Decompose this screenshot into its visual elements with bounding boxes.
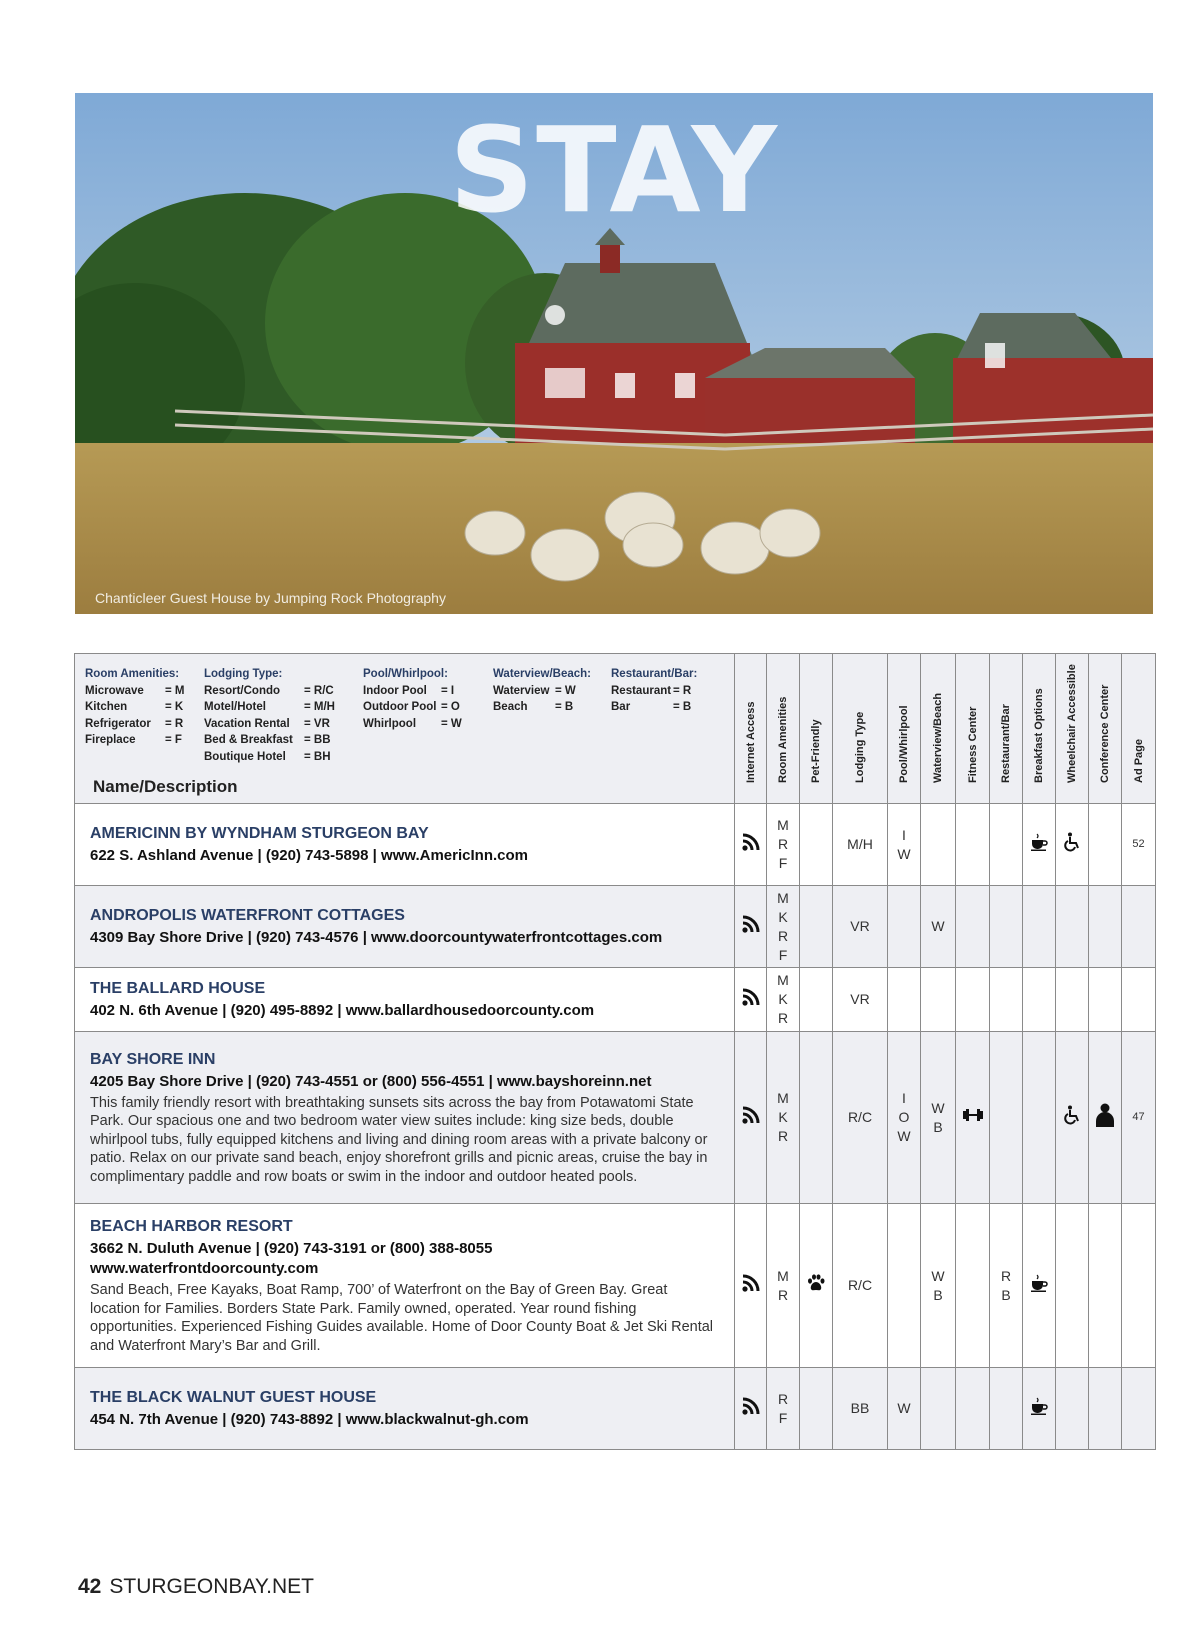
legend-entry: Microwave = M — [85, 684, 185, 697]
photo-caption: Chanticleer Guest House by Jumping Rock Photography — [95, 590, 446, 606]
lodging-type-value: VR — [850, 991, 870, 1007]
legend-entry: Whirlpool = W — [363, 717, 462, 730]
legend-group — [493, 666, 591, 716]
table-row: AMERICINN BY WYNDHAM STURGEON BAY 622 S. Ashland Avenue | (920) 743-5898 | www.AmericInn.com M R F M/H I W 52 — [75, 804, 1156, 886]
lodging-type-value: BB — [850, 1400, 870, 1416]
lodging-directory-table — [74, 653, 1156, 1463]
lodging-address: 622 S. Ashland Avenue | (920) 743-5898 | www.AmericInn.com — [90, 847, 529, 864]
lodging-entry — [75, 804, 735, 886]
col-breakfast-options: Breakfast Options — [1023, 654, 1056, 804]
legend-entry: Vacation Rental = VR — [204, 717, 330, 730]
lodging-entry — [75, 1032, 735, 1204]
lodging-type-value: R/C — [847, 1109, 873, 1125]
lodging-address: 4205 Bay Shore Drive | (920) 743-4551 or (800) 556-4551 | www.bayshoreinn.net — [90, 1072, 652, 1090]
wifi-icon — [741, 1396, 761, 1421]
col-restaurant-bar: Restaurant/Bar — [990, 654, 1023, 804]
lodging-description: Sand Beach, Free Kayaks, Boat Ramp, 700’ of Waterfront on the Bay of Green Bay. Great location for Families. Borders State Park. Family owned, operated. Year round fishing opportunities. Experienced Fishing Guides available. Home of Door County Boat & Jet Ski Rental and Waterfront Mary’s Bar and Grill. — [90, 1282, 714, 1354]
col-lodging-type: Lodging Type — [833, 654, 888, 804]
lodging-name: THE BLACK WALNUT GUEST HOUSE — [90, 1389, 377, 1406]
table-row: THE BALLARD HOUSE 402 N. 6th Avenue | (920) 495-8892 | www.ballardhousedoorcounty.com M K R VR — [75, 968, 1156, 1032]
wheelchair-icon — [1062, 1105, 1082, 1130]
legend-entry: Indoor Pool = I — [363, 684, 455, 697]
legend-group — [611, 666, 697, 716]
site-name: STURGEONBAY.NET — [109, 1575, 314, 1598]
legend-entry: Outdoor Pool = O — [363, 701, 460, 713]
col-waterview-beach: Waterview/Beach — [921, 654, 956, 804]
legend-entry: Motel/Hotel = M/H — [204, 701, 335, 713]
paw-icon — [806, 1273, 826, 1298]
wifi-icon — [741, 832, 761, 857]
col-internet-access: Internet Access — [735, 654, 767, 804]
lodging-address: 454 N. 7th Avenue | (920) 743-8892 | www.blackwalnut-gh.com — [90, 1411, 529, 1428]
legend-entry: Boutique Hotel = BH — [204, 750, 331, 763]
legend-entry: Kitchen = K — [85, 701, 184, 713]
wifi-icon — [741, 1105, 761, 1130]
lodging-type-value: VR — [850, 918, 870, 934]
lodging-address: 4309 Bay Shore Drive | (920) 743-4576 | www.doorcountywaterfrontcottages.com — [90, 929, 663, 946]
lodging-address: 402 N. 6th Avenue | (920) 495-8892 | www.ballardhousedoorcounty.com — [90, 1002, 595, 1019]
lodging-name: AMERICINN BY WYNDHAM STURGEON BAY — [90, 825, 429, 842]
lodging-entry — [75, 968, 735, 1032]
lodging-name: THE BALLARD HOUSE — [90, 980, 266, 997]
lodging-entry — [75, 1204, 735, 1368]
legend-entry: Fireplace = F — [85, 734, 182, 746]
table-row: THE BLACK WALNUT GUEST HOUSE 454 N. 7th Avenue | (920) 743-8892 | www.blackwalnut-gh.com R F BB W — [75, 1368, 1156, 1450]
col-pool-whirlpool: Pool/Whirlpool — [888, 654, 921, 804]
legend-group-title: Room Amenities: — [85, 668, 180, 680]
col-conference-center: Conference Center — [1089, 654, 1122, 804]
table-row: BEACH HARBOR RESORT 3662 N. Duluth Avenue | (920) 743-3191 or (800) 388-8055 www.waterfrontdoorcounty.com Sand Beach, Free Kayaks, Boat Ramp, 700’ of Waterfront on the Bay of Green Bay. Great location for Families. Borders State Park. Family owned, operated. Year round fishing opportunities. Experienced Fishing Guides available. Home of Door County Boat & Jet Ski Rental and Waterfront Mary’s Bar and Grill. M R R/C W B R B — [75, 1204, 1156, 1368]
coffee-cup-icon — [1029, 1396, 1049, 1421]
table-row: BAY SHORE INN 4205 Bay Shore Drive | (920) 743-4551 or (800) 556-4551 | www.bayshoreinn.net This family friendly resort with breathtaking sunsets sits across the bay from Potawatomi State Park. Our spacious one and two bedroom water view suites include: king size beds, double whirlpool tubs, fully equipped kitchens and living and dining room areas with a private balcony or patio. Relax on our private sand beach, enjoy shorefront grills and picnic areas, cruise the bay in complimentary paddle and row boats or swim in the indoor and outdoor heated pools. M K R R/C I O W W B 47 — [75, 1032, 1156, 1204]
legend-group-title: Restaurant/Bar: — [611, 668, 698, 680]
ad-page-number: 52 — [1132, 838, 1145, 850]
ad-page-number: 47 — [1132, 1111, 1145, 1123]
hero-title: STAY — [449, 101, 779, 239]
lodging-name: BEACH HARBOR RESORT — [90, 1218, 293, 1235]
wifi-icon — [741, 1273, 761, 1298]
col-fitness-center: Fitness Center — [956, 654, 990, 804]
lodging-name: BAY SHORE INN — [90, 1050, 216, 1068]
page-footer — [78, 1575, 314, 1599]
page-number: 42 — [78, 1575, 102, 1598]
col-room-amenities: Room Amenities — [767, 654, 800, 804]
coffee-cup-icon — [1029, 832, 1049, 857]
legend-entry: Resort/Condo = R/C — [204, 684, 334, 697]
wheelchair-icon — [1062, 832, 1082, 857]
legend-entry: Bar = B — [611, 701, 692, 713]
legend-group-title: Lodging Type: — [204, 668, 283, 680]
dumbbell-icon — [962, 1105, 984, 1130]
person-icon — [1094, 1103, 1116, 1132]
legend-entry: Waterview = W — [493, 684, 576, 697]
legend-entry: Beach = B — [493, 701, 574, 713]
legend-group — [85, 666, 185, 749]
lodging-entry — [75, 1368, 735, 1450]
wifi-icon — [741, 914, 761, 939]
hero-photo — [75, 93, 1153, 614]
coffee-cup-icon — [1029, 1273, 1049, 1298]
lodging-name: ANDROPOLIS WATERFRONT COTTAGES — [90, 907, 405, 924]
legend-group-title: Pool/Whirlpool: — [363, 668, 448, 680]
col-ad-page: Ad Page — [1122, 654, 1156, 804]
table-row: ANDROPOLIS WATERFRONT COTTAGES 4309 Bay Shore Drive | (920) 743-4576 | www.doorcountywaterfrontcottages.com M K R F VR W — [75, 886, 1156, 968]
lodging-type-value: M/H — [847, 836, 873, 852]
legend-entry: Restaurant = R — [611, 684, 692, 697]
legend-entry: Bed & Breakfast = BB — [204, 734, 331, 746]
lodging-description: This family friendly resort with breathtaking sunsets sits across the bay from Potawatomi State Park. Our spacious one and two bedroom water view suites include: king size beds, double whirlpool tubs, fully equipped kitchens and living and dining room areas with a private balcony or patio. Relax on our private sand beach, enjoy shorefront grills and picnic areas, cruise the bay in complimentary paddle and row boats or swim in the indoor and outdoor heated pools. — [90, 1094, 708, 1185]
lodging-address: 3662 N. Duluth Avenue | (920) 743-3191 or (800) 388-8055 www.waterfrontdoorcounty.com — [90, 1240, 493, 1277]
legend-group — [363, 666, 462, 732]
legend-entry: Refrigerator = R — [85, 717, 184, 730]
col-pet-friendly: Pet-Friendly — [800, 654, 833, 804]
table-header-row — [75, 654, 1156, 804]
lodging-type-value: R/C — [847, 1277, 873, 1293]
legend-cell — [75, 654, 735, 804]
col-wheelchair-accessible: Wheelchair Accessible — [1056, 654, 1089, 804]
legend-group — [204, 666, 335, 765]
name-description-label: Name/Description — [93, 777, 238, 796]
legend-group-title: Waterview/Beach: — [493, 668, 591, 680]
lodging-entry — [75, 886, 735, 968]
wifi-icon — [741, 987, 761, 1012]
